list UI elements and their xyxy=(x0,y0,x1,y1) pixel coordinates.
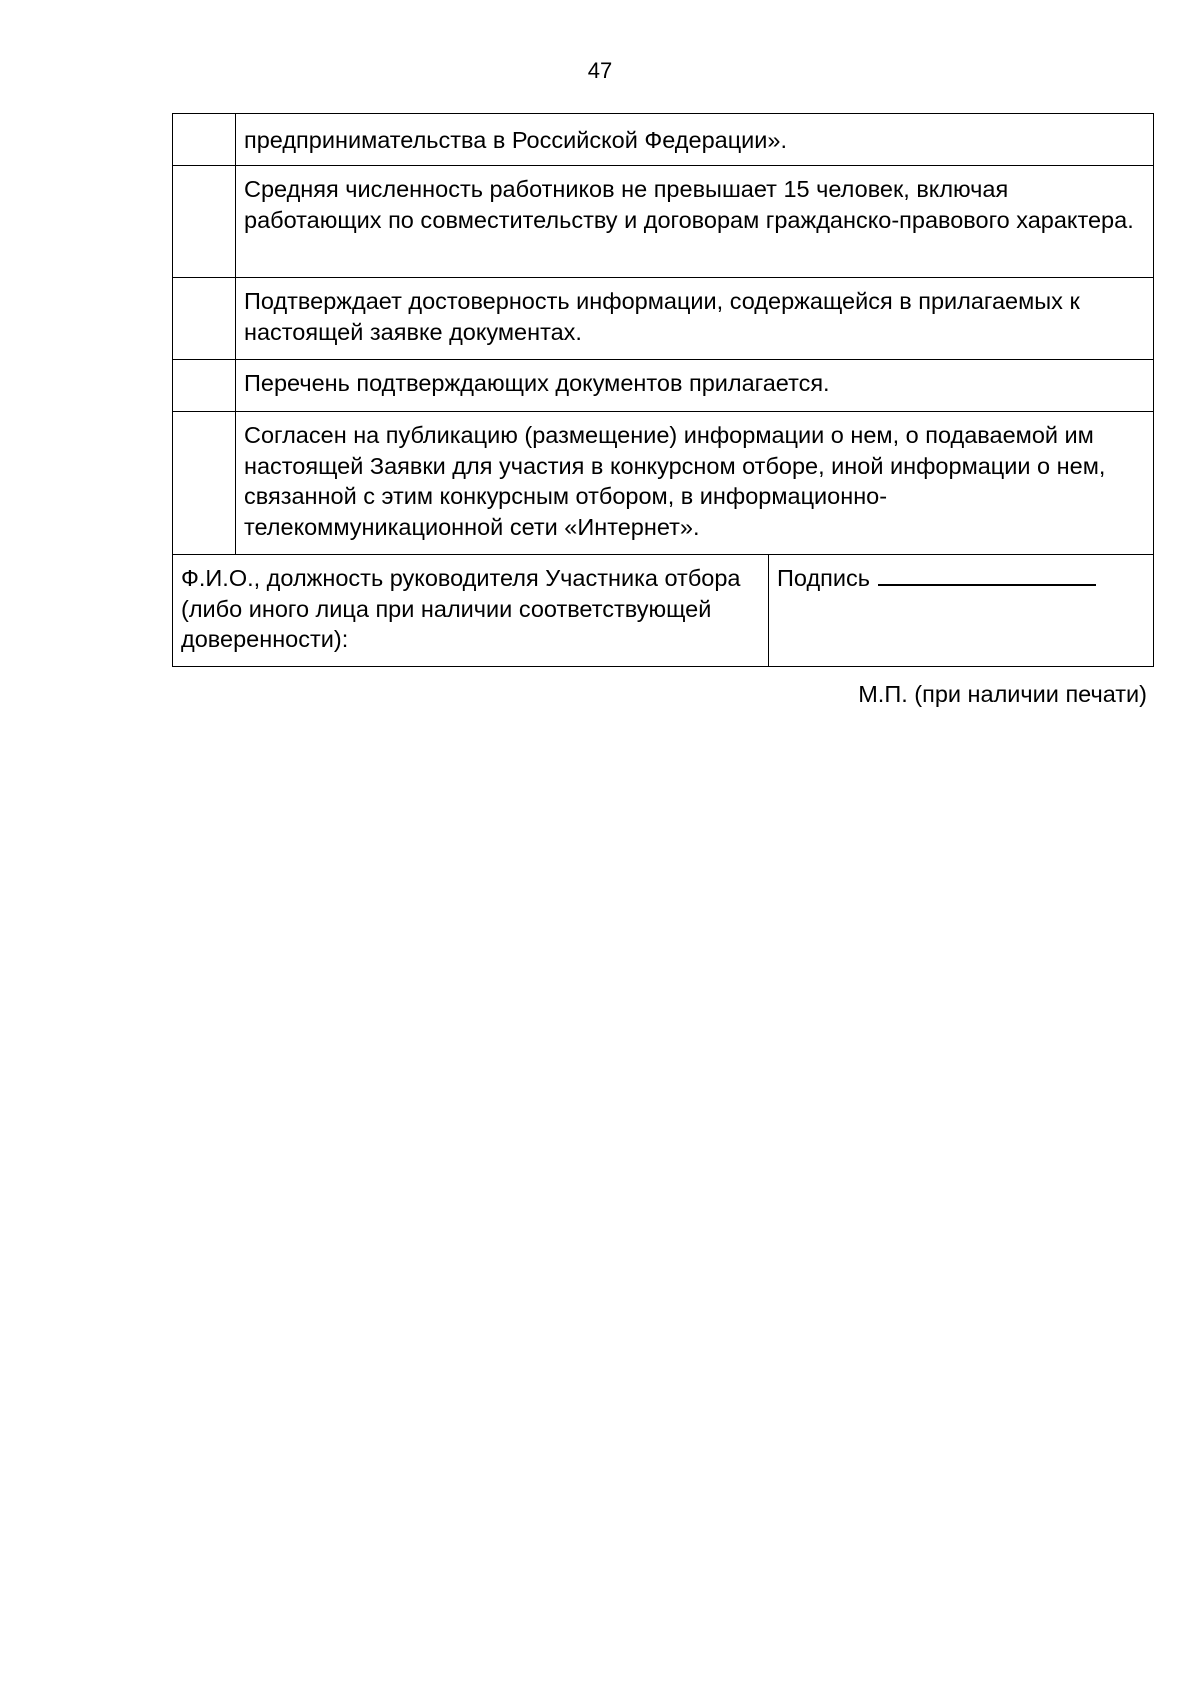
page-number: 47 xyxy=(587,58,613,83)
application-form-table xyxy=(172,113,1154,667)
statement-text: Средняя численность работников не превышает 15 человек, включая работающих по совместительству и договорам гражданско-правового характера. xyxy=(244,176,1134,233)
signature-label: Подпись xyxy=(777,565,871,591)
head-name-label: Ф.И.О., должность руководителя Участника отбора (либо иного лица при наличии соответствующей доверенности): xyxy=(181,565,741,652)
stamp-note: М.П. (при наличии печати) xyxy=(858,681,1147,707)
table-row xyxy=(173,278,1154,360)
checkbox-cell[interactable] xyxy=(173,278,236,360)
checkbox-cell[interactable] xyxy=(173,412,236,555)
table-row xyxy=(173,114,1154,166)
signature-row xyxy=(173,555,1154,667)
statement-text: предпринимательства в Российской Федерации». xyxy=(244,127,788,153)
table-row xyxy=(173,412,1154,555)
statement-cell xyxy=(236,412,1154,555)
signature-line[interactable] xyxy=(878,564,1096,586)
table-row xyxy=(173,360,1154,412)
statement-cell xyxy=(236,166,1154,278)
statement-text: Перечень подтверждающих документов прилагается. xyxy=(244,370,830,396)
statement-cell xyxy=(236,278,1154,360)
statement-text: Согласен на публикацию (размещение) информации о нем, о подаваемой им настоящей Заявки для участия в конкурсном отборе, иной информации о нем, связанной с этим конкурсным отбором, в информационно-телекоммуникационной сети «Интернет». xyxy=(244,422,1106,540)
checkbox-cell[interactable] xyxy=(173,114,236,166)
statement-cell xyxy=(236,360,1154,412)
statement-cell xyxy=(236,114,1154,166)
head-name-cell[interactable] xyxy=(173,555,769,667)
statement-text: Подтверждает достоверность информации, содержащейся в прилагаемых к настоящей заявке документах. xyxy=(244,288,1080,345)
checkbox-cell[interactable] xyxy=(173,166,236,278)
checkbox-cell[interactable] xyxy=(173,360,236,412)
signature-cell[interactable] xyxy=(769,555,1154,667)
table-row xyxy=(173,166,1154,278)
